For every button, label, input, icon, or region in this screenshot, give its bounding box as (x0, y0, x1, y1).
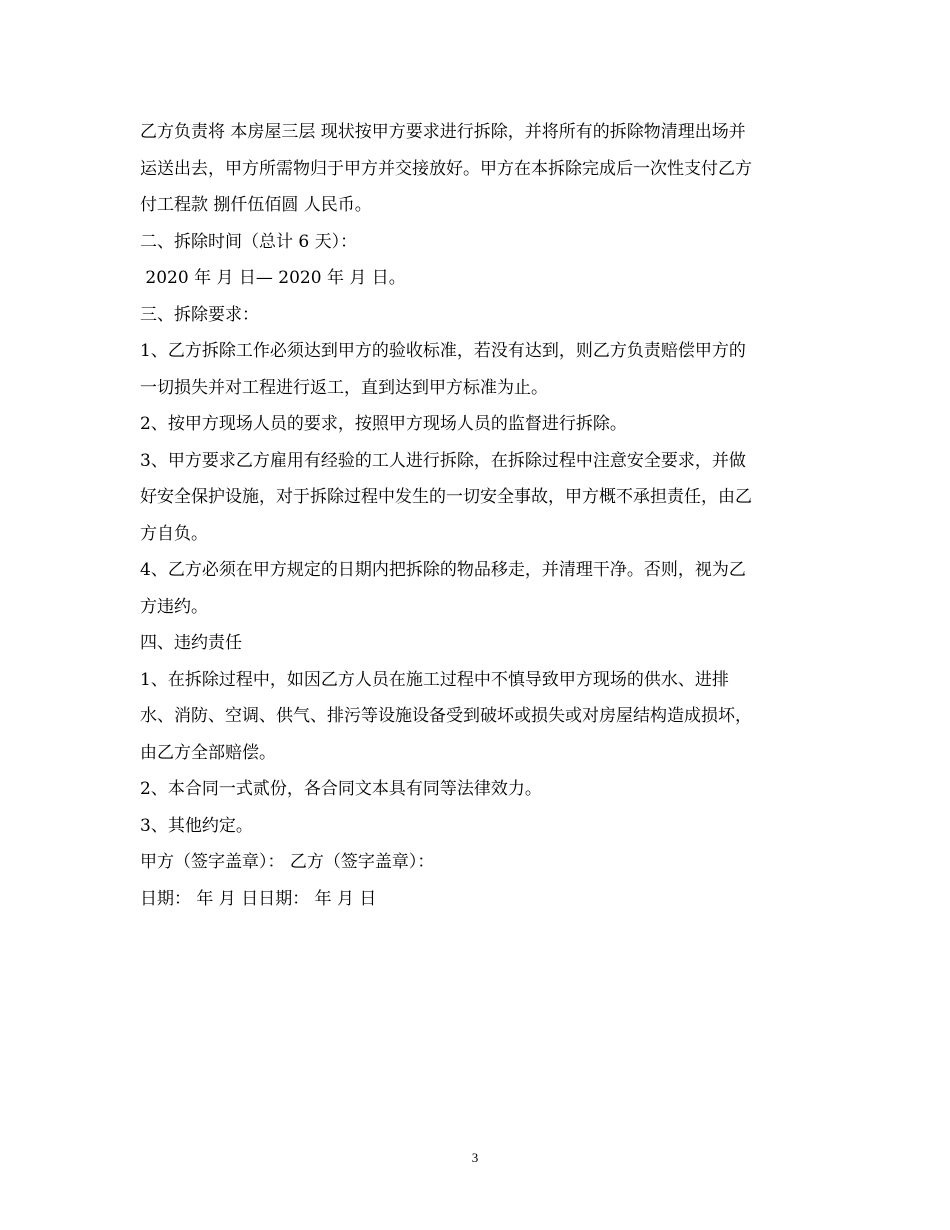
paragraph-line: 好安全保护设施，对于拆除过程中发生的一切安全事故，甲方概不承担责任，由乙 (140, 487, 752, 507)
paragraph-line: 由乙方全部赔偿。 (140, 742, 276, 763)
paragraph-line: 4、乙方必须在甲方规定的日期内把拆除的物品移走，并清理干净。否则，视为乙 (140, 560, 746, 580)
paragraph-line: 方违约。 (140, 596, 208, 617)
paragraph-line: 方自负。 (140, 523, 208, 544)
paragraph-line: 3、甲方要求乙方雇用有经验的工人进行拆除，在拆除过程中注意安全要求，并做 (140, 450, 746, 471)
paragraph-line: 一切损失并对工程进行返工，直到达到甲方标准为止。 (140, 377, 548, 398)
paragraph-line: 1、乙方拆除工作必须达到甲方的验收标准，若没有达到，则乙方负责赔偿甲方的 (140, 341, 746, 361)
paragraph-line: 水、消防、空调、供气、排污等设施设备受到破坏或损失或对房屋结构造成损坏， (140, 706, 752, 726)
paragraph-line: 2、按甲方现场人员的要求，按照甲方现场人员的监督进行拆除。 (140, 414, 627, 434)
date-range-line: 2020 年 月 日— 2020 年 月 日。 (140, 268, 406, 288)
signature-line: 甲方（签字盖章）： 乙方（签字盖章）： (140, 852, 435, 872)
paragraph-line: 付工程款 捌仟伍佰圆 人民币。 (140, 195, 372, 215)
contract-body (140, 114, 830, 917)
section-heading-time: 二、拆除时间（总计 6 天）： (140, 231, 358, 252)
page-number: 3 (471, 1150, 479, 1165)
paragraph-line: 1、在拆除过程中，如因乙方人员在施工过程中不慎导致甲方现场的供水、进排 (140, 669, 729, 690)
date-signature-line: 日期： 年 月 日日期： 年 月 日 (140, 888, 377, 909)
paragraph-line: 3、其他约定。 (140, 815, 253, 836)
paragraph-line: 运送出去，甲方所需物归于甲方并交接放好。甲方在本拆除完成后一次性支付乙方 (140, 158, 752, 179)
section-heading-requirements: 三、拆除要求： (140, 304, 259, 325)
section-heading-liability: 四、违约责任 (140, 633, 242, 653)
paragraph-line: 2、本合同一式贰份，各合同文本具有同等法律效力。 (140, 779, 542, 799)
paragraph-line: 乙方负责将 本房屋三层 现状按甲方要求进行拆除，并将所有的拆除物清理出场并 (140, 122, 746, 142)
